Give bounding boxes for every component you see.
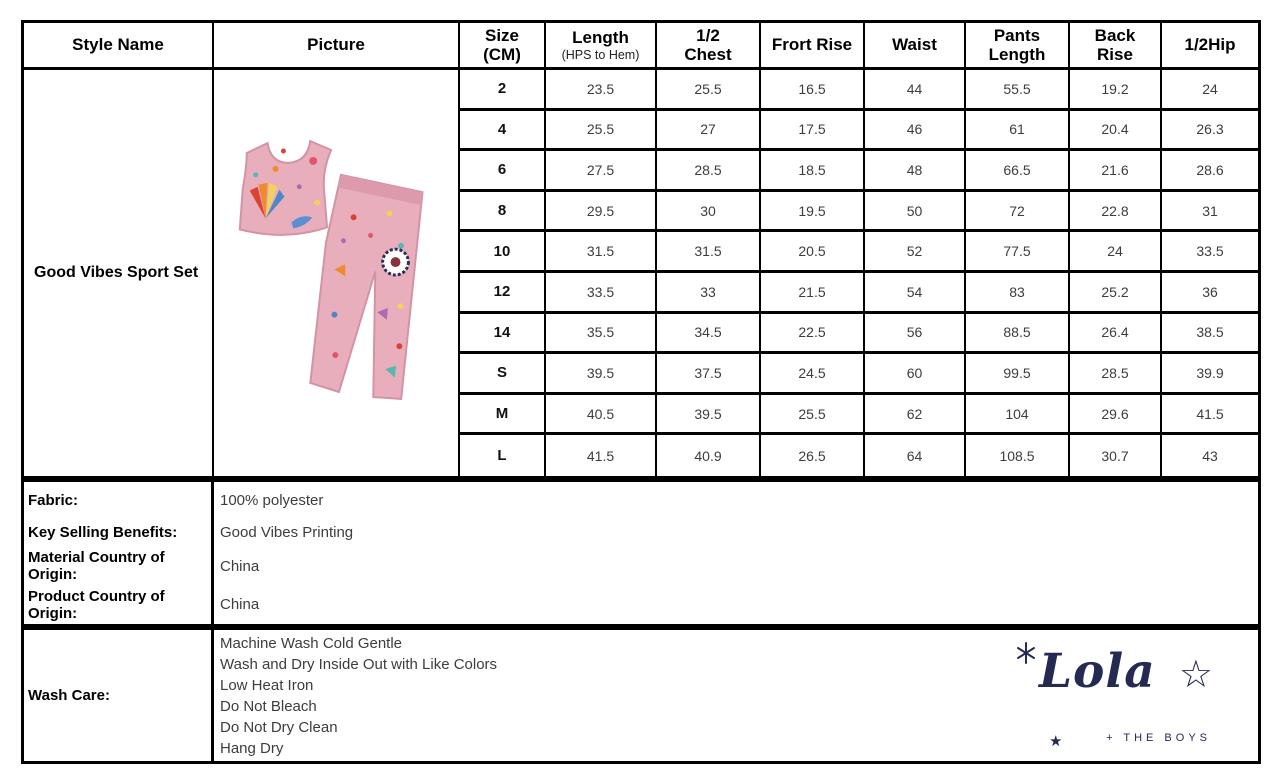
length-cell	[546, 232, 657, 273]
header-hip-label: 1/2Hip	[1184, 35, 1236, 55]
hip-value: 26.3	[1196, 121, 1224, 138]
back-rise-value: 28.5	[1101, 364, 1129, 381]
length-value: 35.5	[586, 324, 615, 341]
back-rise-cell	[1070, 232, 1162, 273]
wash-care-line: Do Not Bleach	[220, 697, 317, 715]
front-rise-value: 19.5	[798, 202, 826, 219]
length-value: 23.5	[586, 80, 615, 97]
back-rise-cell	[1070, 192, 1162, 233]
star-filled-icon: ★	[1049, 732, 1063, 750]
pants-length-cell	[966, 273, 1070, 314]
pants-length-cell	[966, 354, 1070, 395]
front-rise-value: 20.5	[798, 243, 826, 260]
material-origin-value-text: China	[220, 557, 260, 575]
front-rise-cell	[761, 232, 865, 273]
chest-cell	[657, 395, 761, 436]
header-style-name-label: Style Name	[72, 35, 164, 55]
front-rise-cell	[761, 70, 865, 111]
picture-cell	[214, 70, 460, 476]
chest-cell	[657, 192, 761, 233]
waist-cell	[865, 70, 966, 111]
length-value: 40.5	[586, 405, 615, 422]
waist-value: 56	[906, 324, 923, 341]
length-value: 31.5	[586, 243, 615, 260]
pants-length-cell	[966, 151, 1070, 192]
length-cell	[546, 192, 657, 233]
length-cell	[546, 395, 657, 436]
size-cell	[460, 435, 546, 476]
size-label: 2	[497, 80, 507, 98]
back-rise-cell	[1070, 70, 1162, 111]
fabric-label	[24, 482, 214, 519]
header-waist-label: Waist	[892, 35, 937, 55]
star-outline-icon: ☆	[1178, 653, 1213, 696]
pants-length-value: 88.5	[1003, 324, 1031, 341]
material-origin-label-text: Material Country of Origin:	[28, 549, 165, 584]
fabric-value-text: 100% polyester	[220, 491, 324, 509]
style-name-text: Good Vibes Sport Set	[34, 263, 199, 281]
back-rise-value: 26.4	[1101, 324, 1129, 341]
chest-value: 39.5	[694, 405, 722, 422]
pants-length-cell	[966, 70, 1070, 111]
hip-value: 43	[1202, 447, 1218, 464]
header-pants-line2: Length	[988, 45, 1046, 64]
length-cell	[546, 151, 657, 192]
key-selling-benefits-value	[214, 519, 1255, 547]
waist-cell	[865, 273, 966, 314]
hip-value: 41.5	[1196, 405, 1224, 422]
pants-length-cell	[966, 395, 1070, 436]
back-rise-value: 20.4	[1101, 121, 1129, 138]
length-value: 41.5	[586, 447, 615, 464]
size-cell	[460, 314, 546, 355]
chest-value: 33	[700, 283, 716, 300]
front-rise-cell	[761, 354, 865, 395]
header-size	[460, 23, 546, 70]
hip-value: 24	[1202, 80, 1218, 97]
chest-value: 30	[700, 202, 716, 219]
length-cell	[546, 314, 657, 355]
header-style-name	[24, 23, 214, 70]
hip-value: 39.9	[1196, 364, 1224, 381]
hip-value: 38.5	[1196, 324, 1224, 341]
header-size-line2: (CM)	[483, 45, 521, 64]
chest-cell	[657, 354, 761, 395]
pants-length-cell	[966, 232, 1070, 273]
size-cell	[460, 273, 546, 314]
header-pants-length	[966, 23, 1070, 70]
pants-length-value: 66.5	[1003, 161, 1031, 178]
wash-care-section	[21, 627, 1261, 764]
waist-value: 48	[906, 161, 923, 178]
front-rise-value: 18.5	[798, 161, 826, 178]
size-cell	[460, 111, 546, 152]
length-value: 25.5	[586, 121, 615, 138]
front-rise-value: 16.5	[798, 80, 826, 97]
header-size-line1: Size	[484, 25, 520, 45]
chest-value: 34.5	[694, 324, 722, 341]
front-rise-value: 25.5	[798, 405, 826, 422]
length-cell	[546, 435, 657, 476]
spec-sheet	[21, 20, 1261, 764]
header-half-chest	[657, 23, 761, 70]
back-rise-value: 29.6	[1101, 405, 1129, 422]
header-half-hip	[1162, 23, 1258, 70]
pants-length-value: 83	[1009, 283, 1025, 300]
wash-care-instructions	[214, 630, 1255, 761]
back-rise-cell	[1070, 354, 1162, 395]
waist-cell	[865, 192, 966, 233]
waist-value: 46	[906, 121, 923, 138]
chest-value: 28.5	[694, 161, 722, 178]
front-rise-cell	[761, 273, 865, 314]
back-rise-value: 25.2	[1101, 283, 1129, 300]
style-name-cell	[24, 70, 214, 476]
back-rise-value: 22.8	[1101, 202, 1129, 219]
size-cell	[460, 151, 546, 192]
brand-tagline: + THE BOYS	[1106, 731, 1211, 744]
pants-length-value: 72	[1009, 202, 1025, 219]
header-length-line2: (HPS to Hem)	[561, 47, 640, 62]
length-cell	[546, 70, 657, 111]
hip-value: 28.6	[1196, 161, 1224, 178]
waist-cell	[865, 314, 966, 355]
pants-length-value: 61	[1009, 121, 1025, 138]
chest-cell	[657, 151, 761, 192]
front-rise-cell	[761, 435, 865, 476]
chest-value: 31.5	[694, 243, 722, 260]
hip-value: 36	[1202, 283, 1218, 300]
size-label: M	[495, 405, 509, 423]
front-rise-cell	[761, 395, 865, 436]
back-rise-cell	[1070, 435, 1162, 476]
product-origin-value-text: China	[220, 596, 260, 614]
header-back-line1: Back	[1094, 25, 1136, 45]
hip-cell	[1162, 232, 1258, 273]
product-origin-label	[24, 586, 214, 624]
sparkle-icon	[1015, 642, 1037, 668]
wash-care-line: Machine Wash Cold Gentle	[220, 634, 403, 652]
pants-length-cell	[966, 314, 1070, 355]
size-label: 6	[497, 161, 507, 179]
tank-top-illustration	[240, 141, 331, 235]
pants-length-cell	[966, 111, 1070, 152]
hip-cell	[1162, 111, 1258, 152]
back-rise-cell	[1070, 395, 1162, 436]
front-rise-cell	[761, 192, 865, 233]
wash-care-line: Do Not Dry Clean	[220, 718, 338, 736]
header-waist	[865, 23, 966, 70]
front-rise-cell	[761, 314, 865, 355]
size-label: 12	[493, 283, 511, 301]
pants-length-value: 99.5	[1003, 364, 1031, 381]
header-pants-line1: Pants	[993, 25, 1041, 45]
pants-length-value: 77.5	[1003, 243, 1031, 260]
length-cell	[546, 354, 657, 395]
back-rise-cell	[1070, 111, 1162, 152]
chest-cell	[657, 435, 761, 476]
size-table	[21, 20, 1261, 479]
pants-length-value: 55.5	[1003, 80, 1031, 97]
hip-value: 33.5	[1196, 243, 1224, 260]
waist-value: 50	[906, 202, 923, 219]
hip-cell	[1162, 70, 1258, 111]
waist-value: 64	[906, 447, 923, 464]
front-rise-value: 21.5	[798, 283, 826, 300]
material-origin-label	[24, 547, 214, 586]
hip-value: 31	[1202, 202, 1218, 219]
hip-cell	[1162, 395, 1258, 436]
size-cell	[460, 232, 546, 273]
length-value: 39.5	[586, 364, 615, 381]
hip-cell	[1162, 354, 1258, 395]
product-origin-label-text: Product Country of Origin:	[28, 587, 165, 622]
chest-value: 37.5	[694, 364, 722, 381]
chest-value: 40.9	[694, 447, 722, 464]
brand-name: Lola	[1039, 643, 1156, 699]
details-section	[21, 479, 1261, 627]
waist-value: 60	[906, 364, 923, 381]
pants-length-value: 104	[1005, 405, 1029, 422]
wash-care-label-text: Wash Care:	[28, 686, 110, 704]
waist-cell	[865, 435, 966, 476]
front-rise-value: 24.5	[798, 364, 826, 381]
back-rise-value: 30.7	[1101, 447, 1129, 464]
header-back-line2: Rise	[1097, 45, 1133, 64]
size-cell	[460, 70, 546, 111]
waist-value: 52	[906, 243, 923, 260]
size-label: 4	[497, 120, 507, 138]
pants-length-cell	[966, 435, 1070, 476]
hip-cell	[1162, 273, 1258, 314]
back-rise-value: 19.2	[1101, 80, 1129, 97]
size-label: 14	[493, 323, 511, 341]
key-selling-benefits-label-text: Key Selling Benefits:	[28, 524, 178, 542]
size-label: L	[497, 447, 507, 465]
size-cell	[460, 354, 546, 395]
length-cell	[546, 111, 657, 152]
product-photo	[214, 70, 458, 475]
size-cell	[460, 395, 546, 436]
length-value: 33.5	[586, 283, 615, 300]
pants-length-value: 108.5	[999, 447, 1035, 464]
fabric-value	[214, 482, 1255, 519]
header-length-line1: Length	[572, 28, 629, 48]
front-rise-cell	[761, 151, 865, 192]
chest-cell	[657, 70, 761, 111]
header-front-rise-label: Frort Rise	[771, 35, 853, 55]
pants-length-cell	[966, 192, 1070, 233]
size-label: 8	[497, 202, 507, 220]
key-selling-benefits-value-text: Good Vibes Printing	[220, 524, 354, 542]
back-rise-value: 24	[1107, 243, 1123, 260]
waist-cell	[865, 354, 966, 395]
chest-value: 25.5	[694, 80, 722, 97]
chest-cell	[657, 232, 761, 273]
wash-care-line: Hang Dry	[220, 739, 284, 757]
waist-cell	[865, 111, 966, 152]
back-rise-value: 21.6	[1101, 161, 1129, 178]
product-origin-value	[214, 586, 1255, 624]
chest-cell	[657, 273, 761, 314]
chest-value: 27	[700, 121, 716, 138]
length-cell	[546, 273, 657, 314]
material-origin-value	[214, 547, 1255, 586]
waist-value: 44	[906, 80, 923, 97]
front-rise-value: 26.5	[798, 447, 826, 464]
header-chest-line2: Chest	[684, 45, 732, 64]
hip-cell	[1162, 435, 1258, 476]
wash-care-line: Low Heat Iron	[220, 676, 314, 694]
header-picture-label: Picture	[307, 35, 365, 55]
leggings-badge	[383, 249, 409, 275]
wash-care-line: Wash and Dry Inside Out with Like Colors	[220, 655, 498, 673]
size-cell	[460, 192, 546, 233]
wash-care-label	[24, 630, 214, 761]
size-label: 10	[493, 242, 511, 260]
waist-cell	[865, 232, 966, 273]
fabric-label-text: Fabric:	[28, 491, 79, 509]
header-front-rise	[761, 23, 865, 70]
back-rise-cell	[1070, 314, 1162, 355]
header-picture	[214, 23, 460, 70]
header-back-rise	[1070, 23, 1162, 70]
back-rise-cell	[1070, 273, 1162, 314]
waist-value: 62	[906, 405, 923, 422]
header-chest-line1: 1/2	[696, 25, 720, 45]
front-rise-cell	[761, 111, 865, 152]
waist-cell	[865, 395, 966, 436]
brand-logo	[1013, 640, 1213, 752]
length-value: 27.5	[586, 161, 615, 178]
back-rise-cell	[1070, 151, 1162, 192]
size-label: S	[496, 364, 507, 382]
hip-cell	[1162, 151, 1258, 192]
hip-cell	[1162, 192, 1258, 233]
hip-cell	[1162, 314, 1258, 355]
chest-cell	[657, 314, 761, 355]
waist-value: 54	[906, 283, 923, 300]
front-rise-value: 22.5	[798, 324, 826, 341]
chest-cell	[657, 111, 761, 152]
key-selling-benefits-label	[24, 519, 214, 547]
header-length	[546, 23, 657, 70]
front-rise-value: 17.5	[798, 121, 826, 138]
waist-cell	[865, 151, 966, 192]
length-value: 29.5	[586, 202, 615, 219]
